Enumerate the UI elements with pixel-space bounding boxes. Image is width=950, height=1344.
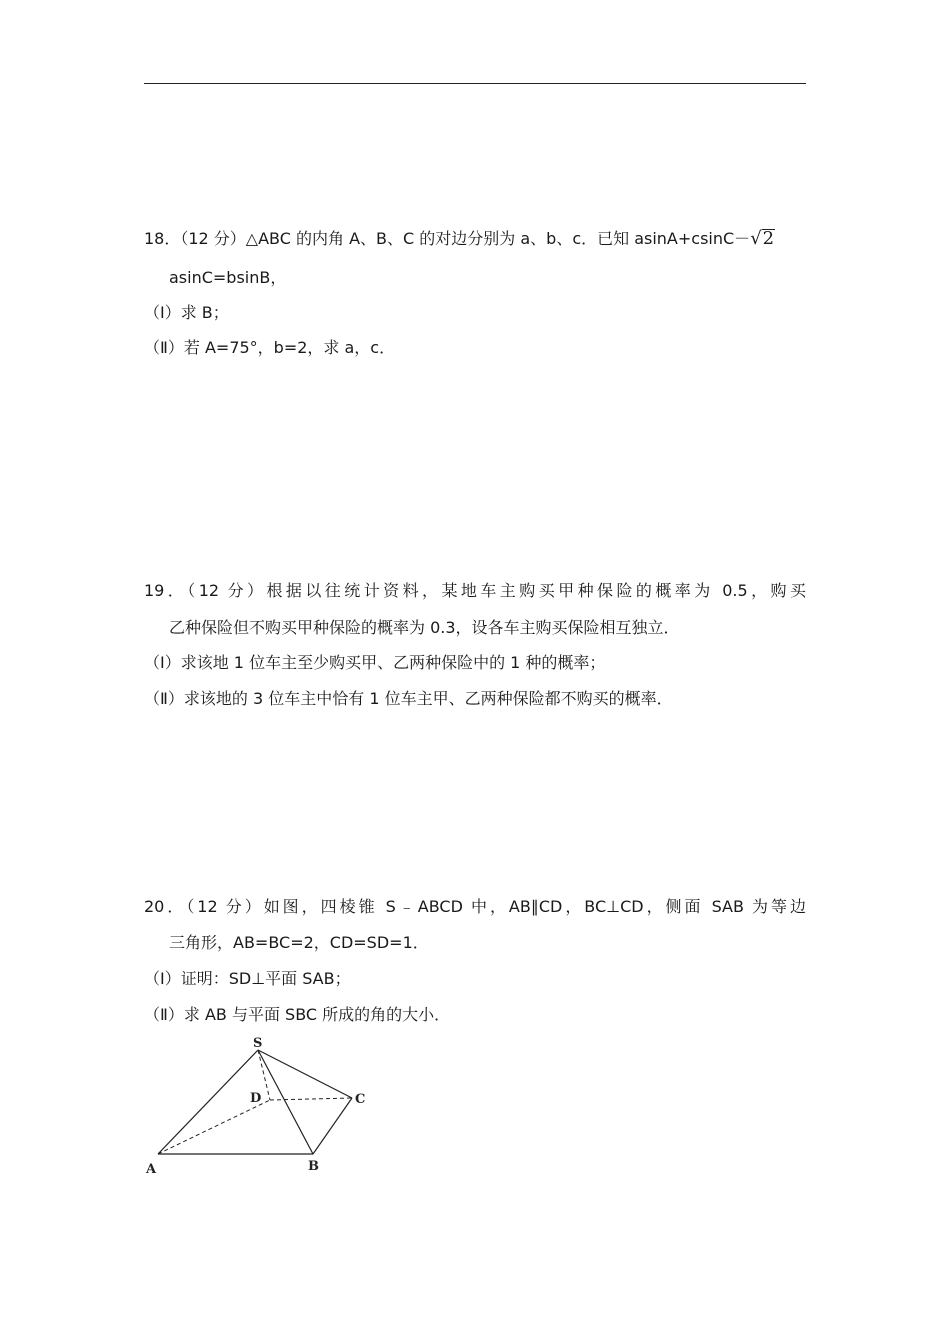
q18-line1 <box>144 229 806 249</box>
q20-part2: （Ⅱ）求 AB 与平面 SBC 所成的角的大小． <box>144 1005 451 1024</box>
q18-line2: asinC=bsinB， <box>169 268 287 287</box>
q18-part1: （Ⅰ）求 B； <box>144 303 229 322</box>
edge-bc <box>313 1098 352 1154</box>
q19-line2: 乙种保险但不购买甲种保险的概率为 0.3，设各车主购买保险相互独立． <box>169 618 680 637</box>
label-b: B <box>308 1159 319 1174</box>
q19-part2: （Ⅱ）求该地的 3 位车主中恰有 1 位车主甲、乙两种保险都不购买的概率． <box>144 689 673 708</box>
label-a: A <box>146 1162 157 1177</box>
edge-sa <box>158 1050 258 1154</box>
edge-sc <box>258 1050 352 1098</box>
edge-ad <box>158 1100 270 1154</box>
sqrt-two <box>750 228 775 249</box>
q20-line2: 三角形，AB=BC=2，CD=SD=1． <box>169 933 429 952</box>
label-c: C <box>355 1092 366 1107</box>
pyramid-figure <box>140 1032 380 1177</box>
q18-part2: （Ⅱ）若 A=75°，b=2，求 a，c． <box>144 338 396 357</box>
sqrt-radicand: 2 <box>762 228 775 249</box>
header-rule <box>144 83 806 84</box>
q20-part1: （Ⅰ）证明：SD⊥平面 SAB； <box>144 969 351 988</box>
q19-line1: 19．（12 分）根据以往统计资料，某地车主购买甲种保险的概率为 0.5，购买 <box>144 581 806 600</box>
edge-dc <box>270 1098 352 1100</box>
label-s: S <box>253 1036 263 1051</box>
label-d: D <box>250 1091 262 1106</box>
q20-line1: 20．（12 分）如图，四棱锥 S﹣ABCD 中，AB∥CD，BC⊥CD，侧面 SAB 为等边 <box>144 897 806 916</box>
q19-part1: （Ⅰ）求该地 1 位车主至少购买甲、乙两种保险中的 1 种的概率； <box>144 653 606 672</box>
q18-text: 18．（12 分）△ABC 的内角 A、B、C 的对边分别为 a、b、c．已知 asinA+csinC－ <box>144 229 751 248</box>
sqrt-sign: √ <box>750 228 762 249</box>
